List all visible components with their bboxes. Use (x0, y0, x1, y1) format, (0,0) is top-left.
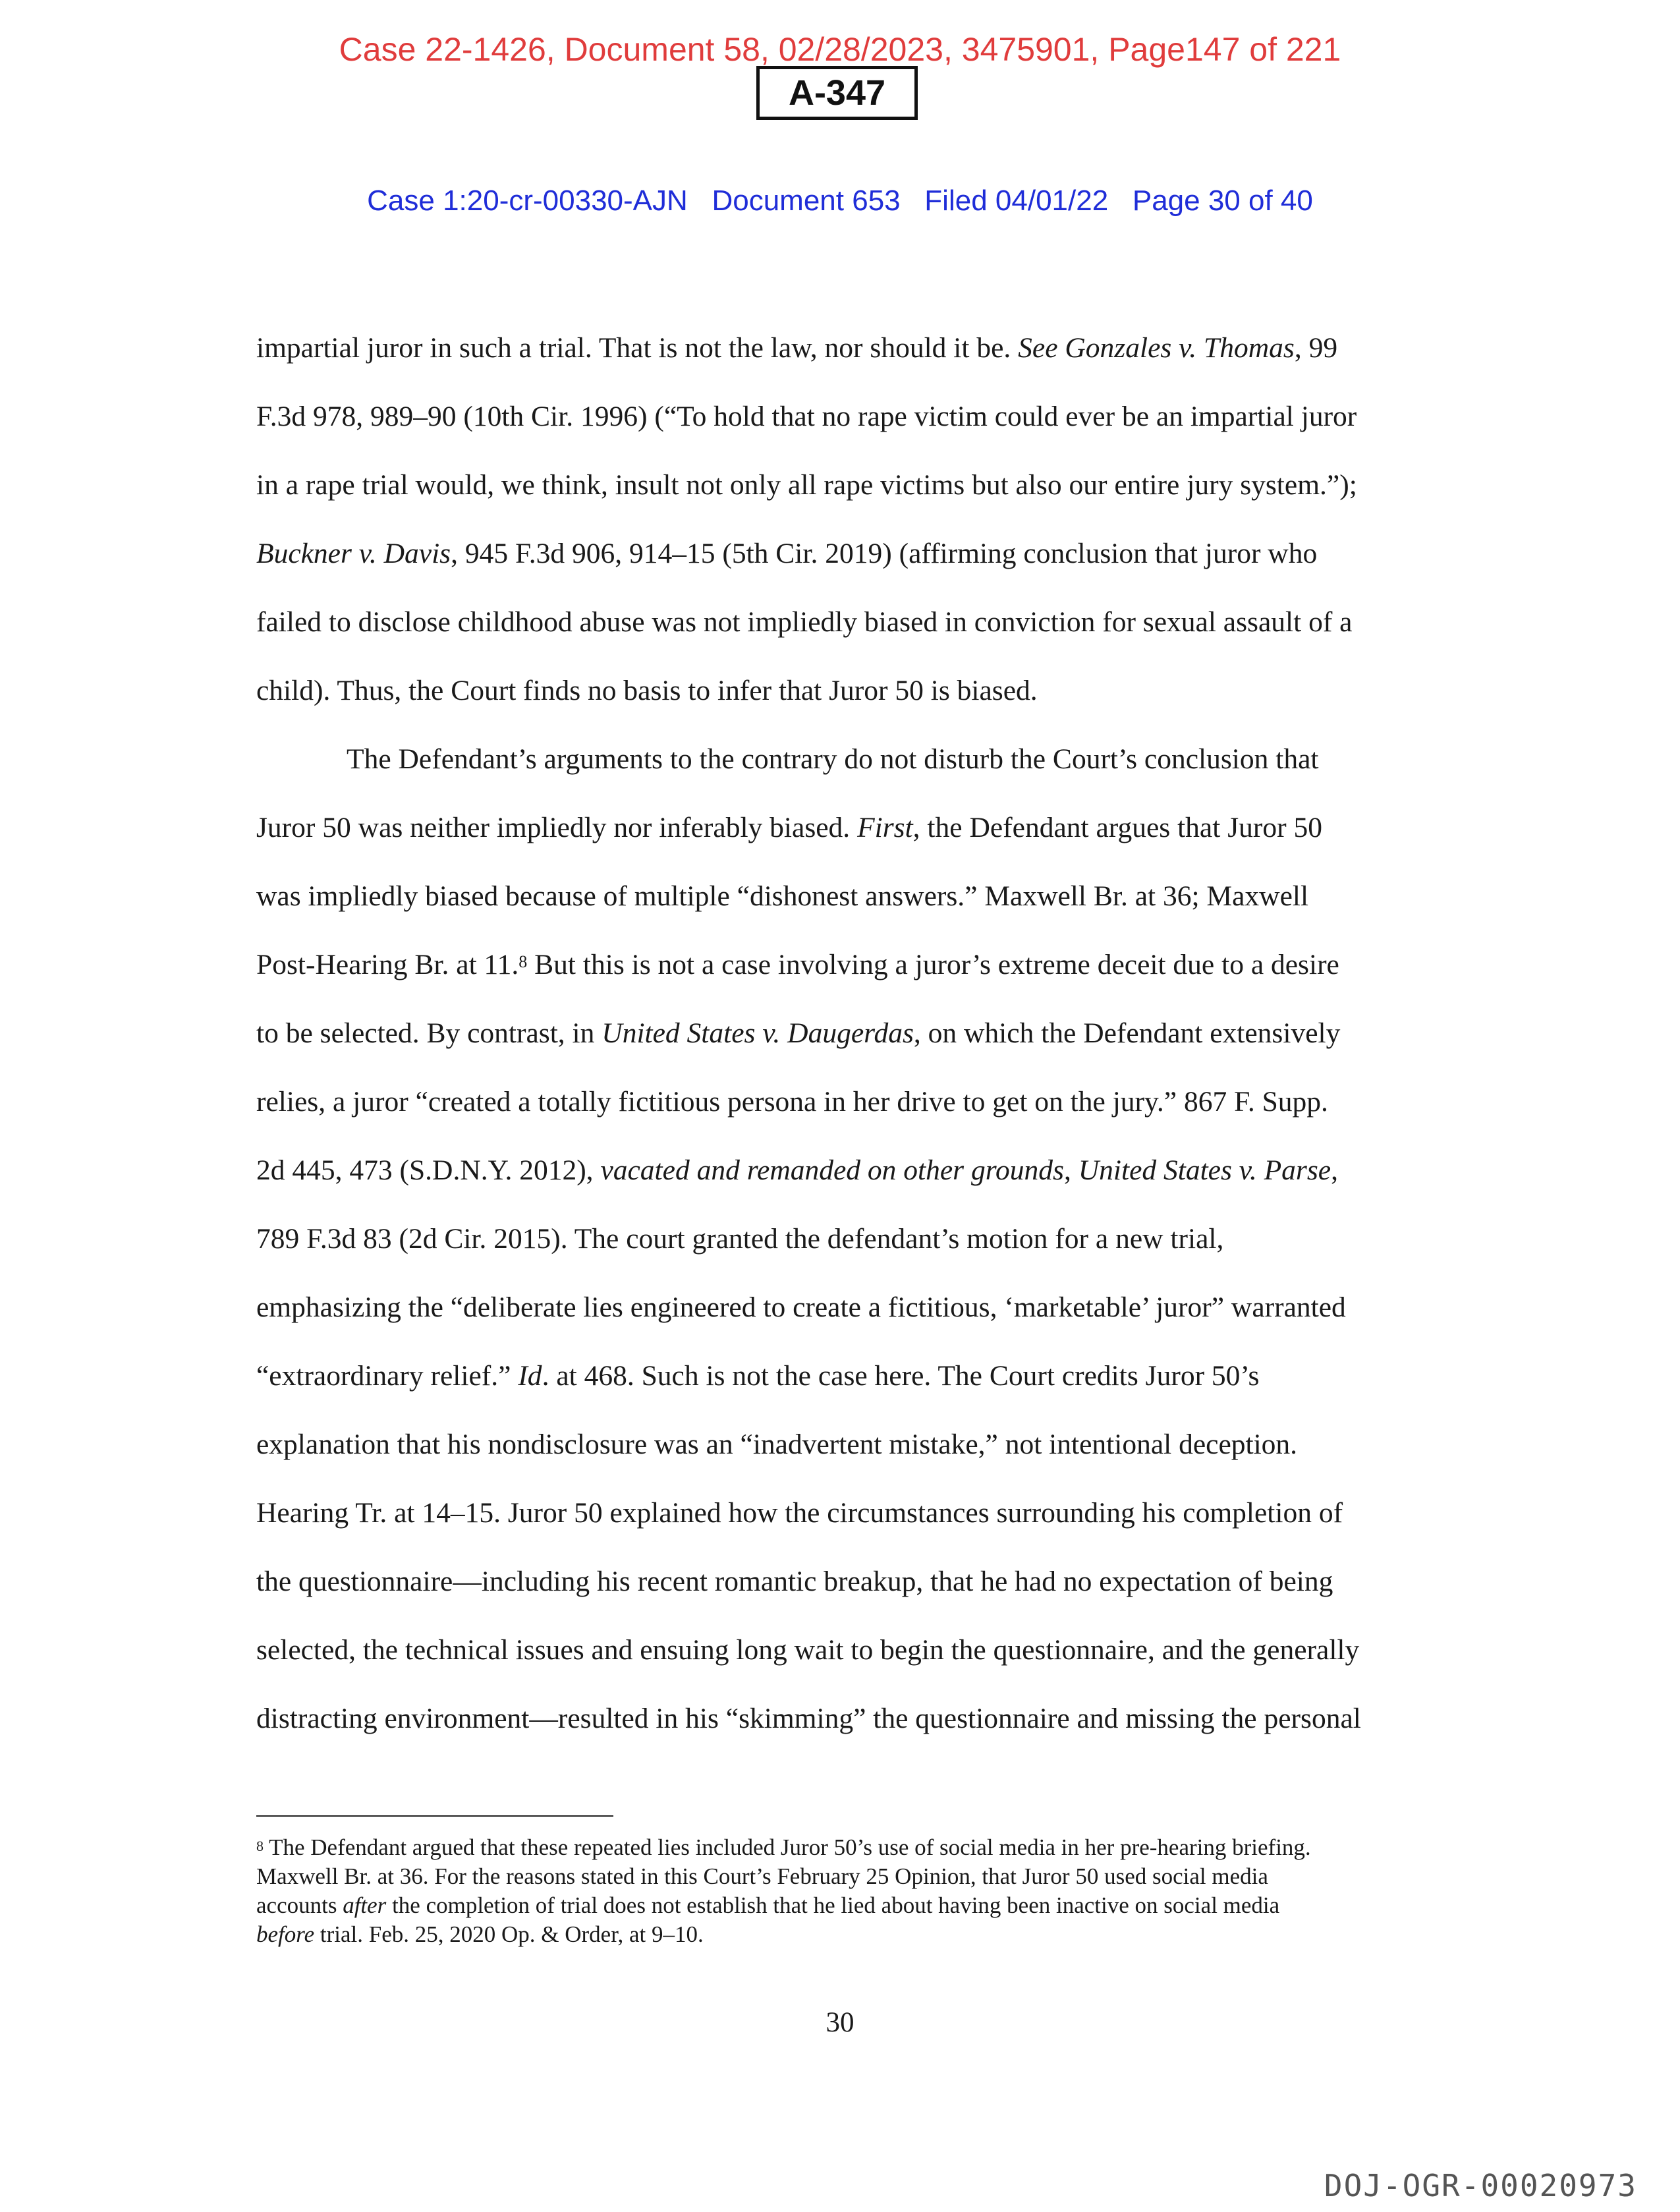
footnote-reference[interactable]: 8 (518, 952, 528, 971)
body-line: child). Thus, the Court finds no basis to infer that Juror 50 is biased. (256, 675, 1038, 706)
appellate-stamp-header: Case 22-1426, Document 58, 02/28/2023, 3475901, Page147 of 221 (339, 31, 1341, 68)
body-line: in a rape trial would, we think, insult not only all rape victims but also our entire jury system.”); (256, 469, 1357, 501)
footnote-line: Maxwell Br. at 36. For the reasons stated in this Court’s February 25 Opinion, that Juror 50 used social media (256, 1863, 1268, 1889)
body-line: failed to disclose childhood abuse was not impliedly biased in conviction for sexual assault of a (256, 606, 1353, 638)
body-line: relies, a juror “created a totally fictitious persona in her drive to get on the jury.” 867 F. Supp. (256, 1086, 1328, 1118)
body-line: “extraordinary relief.” Id. at 468. Such is not the case here. The Court credits Juror 50’s (256, 1360, 1260, 1392)
body-line: to be selected. By contrast, in United States v. Daugerdas, on which the Defendant extensively (256, 1017, 1341, 1049)
footnote-line: $^8$ The Defendant argued that these repeated lies included Juror 50’s use of social media in her pre-hearing briefing. (256, 1834, 1311, 1860)
case-caption-header: Case 1:20-cr-00330-AJN Document 653 Filed 04/01/22 Page 30 of 40 (367, 184, 1313, 217)
body-line: emphasizing the “deliberate lies engineered to create a fictitious, ‘marketable’ juror” warranted (256, 1291, 1346, 1323)
body-line: selected, the technical issues and ensuing long wait to begin the questionnaire, and the generally (256, 1634, 1360, 1666)
body-line: The Defendant’s arguments to the contrary do not disturb the Court’s conclusion that (347, 743, 1319, 775)
body-line: Post-Hearing Br. at 11.$^8$ But this is not a case involving a juror’s extreme deceit due to a desire (256, 949, 1339, 980)
body-line: Juror 50 was neither impliedly nor inferably biased. First, the Defendant argues that Juror 50 (256, 812, 1322, 843)
body-line: impartial juror in such a trial. That is not the law, nor should it be. See Gonzales v. Thomas, 99 (256, 332, 1338, 364)
body-line: explanation that his nondisclosure was an “inadvertent mistake,” not intentional deception. (256, 1429, 1298, 1460)
body-line: Hearing Tr. at 14–15. Juror 50 explained how the circumstances surrounding his completion of (256, 1497, 1343, 1529)
bates-number: DOJ-OGR-00020973 (1324, 2168, 1637, 2203)
footnote-divider (256, 1815, 613, 1817)
body-line: distracting environment—resulted in his “skimming” the questionnaire and missing the personal (256, 1703, 1361, 1734)
body-line: the questionnaire—including his recent romantic breakup, that he had no expectation of being (256, 1566, 1333, 1597)
body-line: was impliedly biased because of multiple “dishonest answers.” Maxwell Br. at 36; Maxwell (256, 880, 1309, 912)
body-line: Buckner v. Davis, 945 F.3d 906, 914–15 (5th Cir. 2019) (affirming conclusion that juror who (256, 538, 1318, 569)
body-line: 789 F.3d 83 (2d Cir. 2015). The court granted the defendant’s motion for a new trial, (256, 1223, 1224, 1255)
body-line: 2d 445, 473 (S.D.N.Y. 2012), vacated and remanded on other grounds, United States v. Parse, (256, 1154, 1338, 1186)
body-line: F.3d 978, 989–90 (10th Cir. 1996) (“To hold that no rape victim could ever be an impartial juror (256, 401, 1357, 432)
page-number: 30 (826, 2007, 854, 2038)
exhibit-label-box: A-347 (756, 66, 918, 120)
footnote-line: accounts after the completion of trial does not establish that he lied about having been inactive on social media (256, 1892, 1280, 1918)
footnote-line: before trial. Feb. 25, 2020 Op. & Order, at 9–10. (256, 1921, 704, 1947)
footnote-marker: 8 (256, 1838, 264, 1854)
